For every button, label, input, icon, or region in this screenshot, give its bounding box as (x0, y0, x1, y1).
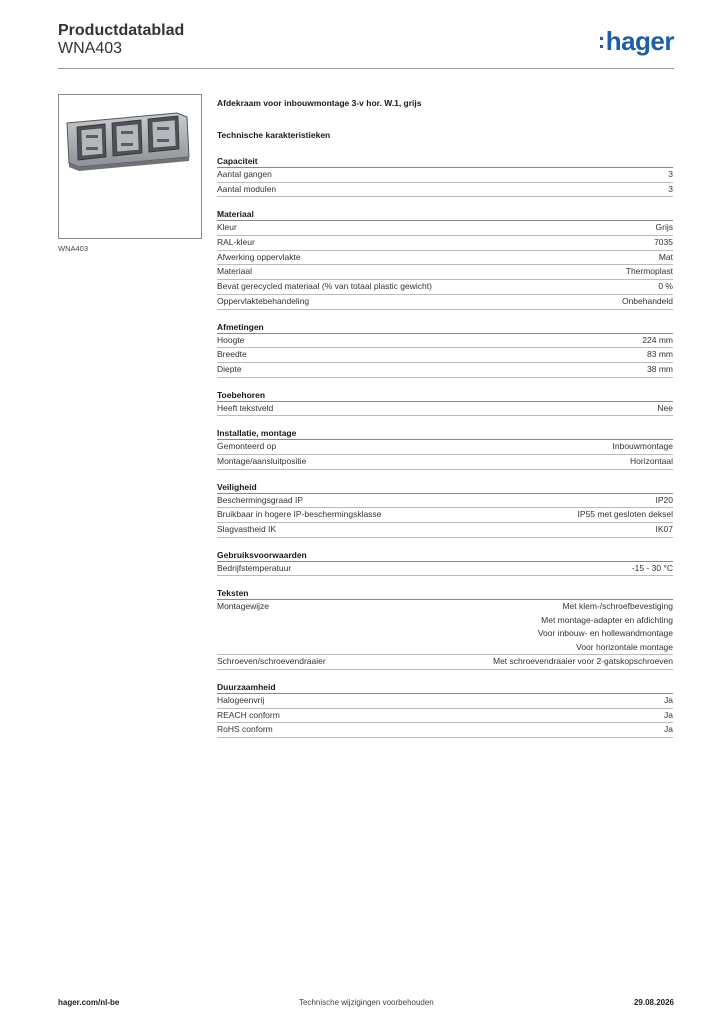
spec-row (217, 251, 673, 266)
spec-value: 3 (668, 183, 673, 194)
spec-row (217, 221, 673, 236)
spec-label: Bevat gerecycled materiaal (% van totaal plastic gewicht) (217, 281, 432, 292)
spec-label: RoHS conform (217, 724, 273, 735)
spec-value: Onbehandeld (621, 295, 673, 306)
spec-value: Met schroevendraaier voor 2-gatskopschroeven (492, 656, 673, 667)
spec-value: Horizontaal (630, 455, 673, 466)
spec-row (217, 295, 673, 310)
spec-value: Ja (664, 724, 673, 735)
spec-value: 7035 (654, 237, 673, 248)
image-caption: WNA403 (58, 244, 89, 253)
section-title: Materiaal (217, 207, 673, 221)
spec-row (217, 655, 673, 670)
spec-row (217, 402, 673, 417)
spec-row (217, 183, 673, 198)
spec-row (217, 363, 673, 378)
spec-row (217, 523, 673, 538)
cover-frame-illustration (59, 95, 201, 238)
spec-row (217, 723, 673, 738)
spec-section (217, 320, 673, 378)
spec-value: 0 % (658, 281, 673, 292)
spec-section (217, 207, 673, 309)
spec-value: Grijs (655, 222, 673, 233)
hager-logo (598, 26, 674, 57)
spec-label: Materiaal (217, 266, 252, 277)
spec-label: Montagewijze (217, 601, 269, 612)
spec-label: Kleur (217, 222, 237, 233)
spec-value: Met klem-/schroefbevestiging Met montage-adapter en afdichting Voor inbouw- en hollewandmontage Voor horizontale montage (537, 601, 673, 652)
spec-value: 224 mm (642, 334, 673, 345)
product-code: WNA403 (58, 40, 123, 57)
spec-row (217, 348, 673, 363)
header-divider (58, 68, 674, 69)
spec-section (217, 154, 673, 197)
section-title: Capaciteit (217, 154, 673, 168)
spec-sections (217, 154, 673, 738)
spec-label: Aantal modulen (217, 183, 277, 194)
spec-label: Slagvastheid IK (217, 524, 277, 534)
spec-content (217, 96, 673, 738)
spec-label: Diepte (217, 363, 242, 374)
spec-value: 38 mm (647, 363, 673, 374)
section-title: Gebruiksvoorwaarden (217, 548, 673, 562)
spec-row (217, 455, 673, 470)
spec-label: Beschermingsgraad IP (217, 494, 303, 505)
page-header (58, 20, 674, 68)
document-title: Productdatablad (58, 22, 185, 39)
section-title: Installatie, montage (217, 426, 673, 440)
spec-section (217, 680, 673, 738)
spec-value: Nee (657, 402, 673, 413)
spec-label: Schroeven/schroevendraaier (217, 656, 326, 667)
spec-row (217, 280, 673, 295)
spec-row (217, 236, 673, 251)
spec-label: RAL-kleur (217, 237, 255, 248)
spec-value: Ja (664, 709, 673, 720)
footer-date: 29.08.2026 (633, 998, 674, 1007)
logo-text: hager (605, 26, 674, 56)
spec-row (217, 600, 673, 655)
spec-label: Heeft tekstveld (217, 402, 274, 413)
spec-label: Halogeenvrij (217, 695, 265, 706)
spec-row (217, 265, 673, 280)
spec-value: 3 (668, 169, 673, 179)
spec-label: Aantal gangen (217, 169, 272, 179)
spec-row (217, 694, 673, 709)
spec-section (217, 388, 673, 417)
spec-value: Mat (658, 251, 673, 262)
product-image (58, 94, 202, 239)
spec-label: REACH conform (217, 709, 280, 720)
spec-value: 83 mm (647, 349, 673, 360)
spec-label: Bruikbaar in hogere IP-beschermingsklasse (217, 509, 382, 520)
spec-value: Thermoplast (625, 266, 673, 277)
spec-label: Gemonteerd op (217, 441, 277, 452)
spec-value: -15 - 30 °C (631, 562, 673, 573)
spec-row (217, 334, 673, 349)
spec-value: Inbouwmontage (612, 441, 673, 452)
section-title: Teksten (217, 586, 673, 600)
spec-row (217, 508, 673, 523)
spec-section (217, 480, 673, 538)
spec-value: IK07 (655, 524, 673, 534)
spec-value: Ja (664, 695, 673, 706)
spec-label: Oppervlaktebehandeling (217, 295, 310, 306)
spec-section (217, 586, 673, 670)
spec-label: Hoogte (217, 334, 245, 345)
spec-row (217, 494, 673, 509)
spec-row (217, 168, 673, 183)
spec-label: Afwerking oppervlakte (217, 251, 301, 262)
spec-value: IP20 (655, 494, 673, 505)
spec-section (217, 548, 673, 577)
spec-label: Breedte (217, 349, 247, 360)
section-title: Afmetingen (217, 320, 673, 334)
spec-row (217, 562, 673, 577)
spec-label: Montage/aansluitpositie (217, 455, 307, 466)
logo-dots: : (597, 28, 605, 53)
spec-section (217, 426, 673, 469)
product-description: Afdekraam voor inbouwmontage 3-v hor. W.1, grijs (217, 98, 422, 108)
footer-website: hager.com/nl-be (58, 998, 120, 1007)
spec-label: Bedrijfstemperatuur (217, 562, 292, 573)
technical-heading: Technische karakteristieken (217, 130, 331, 140)
spec-value: IP55 met gesloten deksel (577, 509, 673, 520)
section-title: Toebehoren (217, 388, 673, 402)
spec-row (217, 709, 673, 724)
section-title: Veiligheid (217, 480, 673, 494)
spec-row (217, 440, 673, 455)
footer-notice: Technische wijzigingen voorbehouden (299, 998, 434, 1007)
section-title: Duurzaamheid (217, 680, 673, 694)
